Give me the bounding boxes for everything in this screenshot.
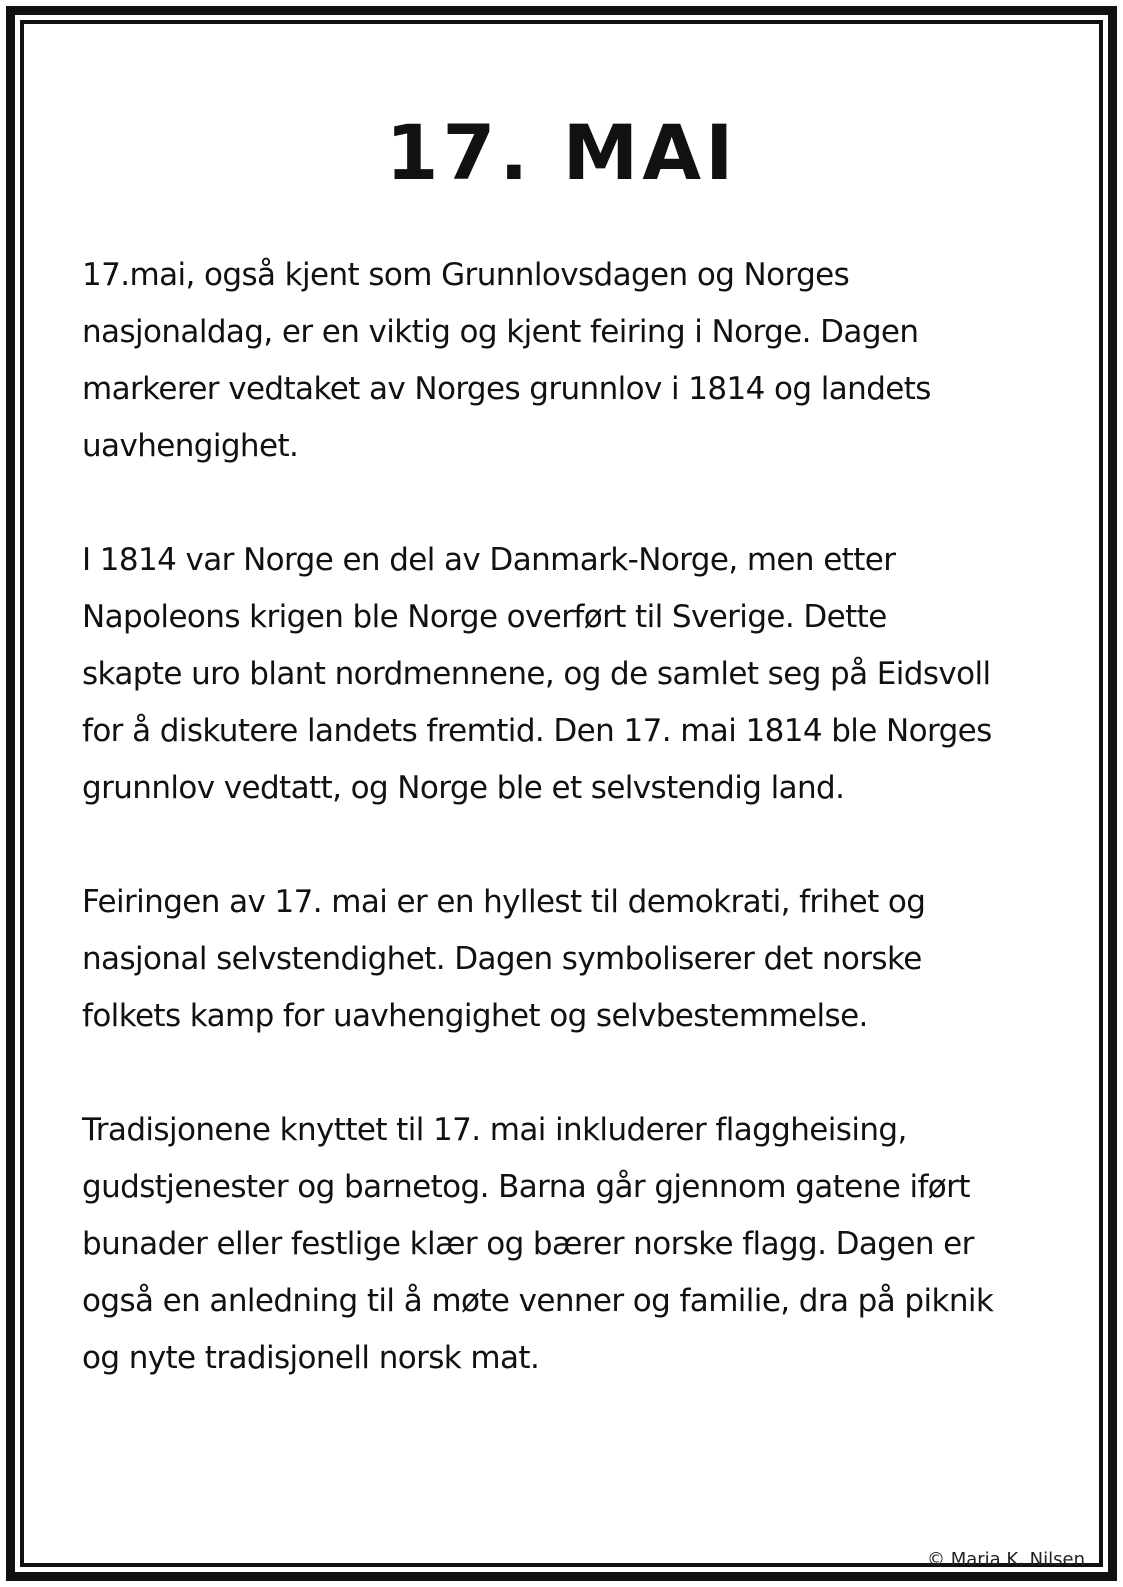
body-text: [82, 247, 1042, 1444]
paragraph-history: I 1814 var Norge en del av Danmark-Norge, men etter Napoleons krigen ble Norge overført til Sverige. Dette skapte uro blant nordmennene, og de samlet seg på Eidsvoll for å diskutere landets fremtid. Den 17. mai 1814 ble Norges grunnlov vedtatt, og Norge ble et selvstendig land.: [82, 542, 992, 806]
paragraph-meaning: Feiringen av 17. mai er en hyllest til demokrati, frihet og nasjonal selvstendighet. Dagen symboliserer det norske folkets kamp for uavhengighet og selvbestemmelse.: [82, 884, 926, 1034]
paragraph-traditions: Tradisjonene knyttet til 17. mai inkluderer flaggheising, gudstjenester og barnetog. Barna går gjennom gatene iført bunader eller festlige klær og bærer norske flagg. Dagen er også en anledning til å møte venner og familie, dra på piknik og nyte tradisjonell norsk mat.: [82, 1112, 994, 1376]
copyright-notice: © Maria K. Nilsen: [926, 1549, 1085, 1570]
paragraph-intro: 17.mai, også kjent som Grunnlovsdagen og Norges nasjonaldag, er en viktig og kjent feiring i Norge. Dagen markerer vedtaket av Norges grunnlov i 1814 og landets uavhengighet.: [82, 257, 931, 464]
page-title: 17. MAI: [385, 108, 738, 197]
